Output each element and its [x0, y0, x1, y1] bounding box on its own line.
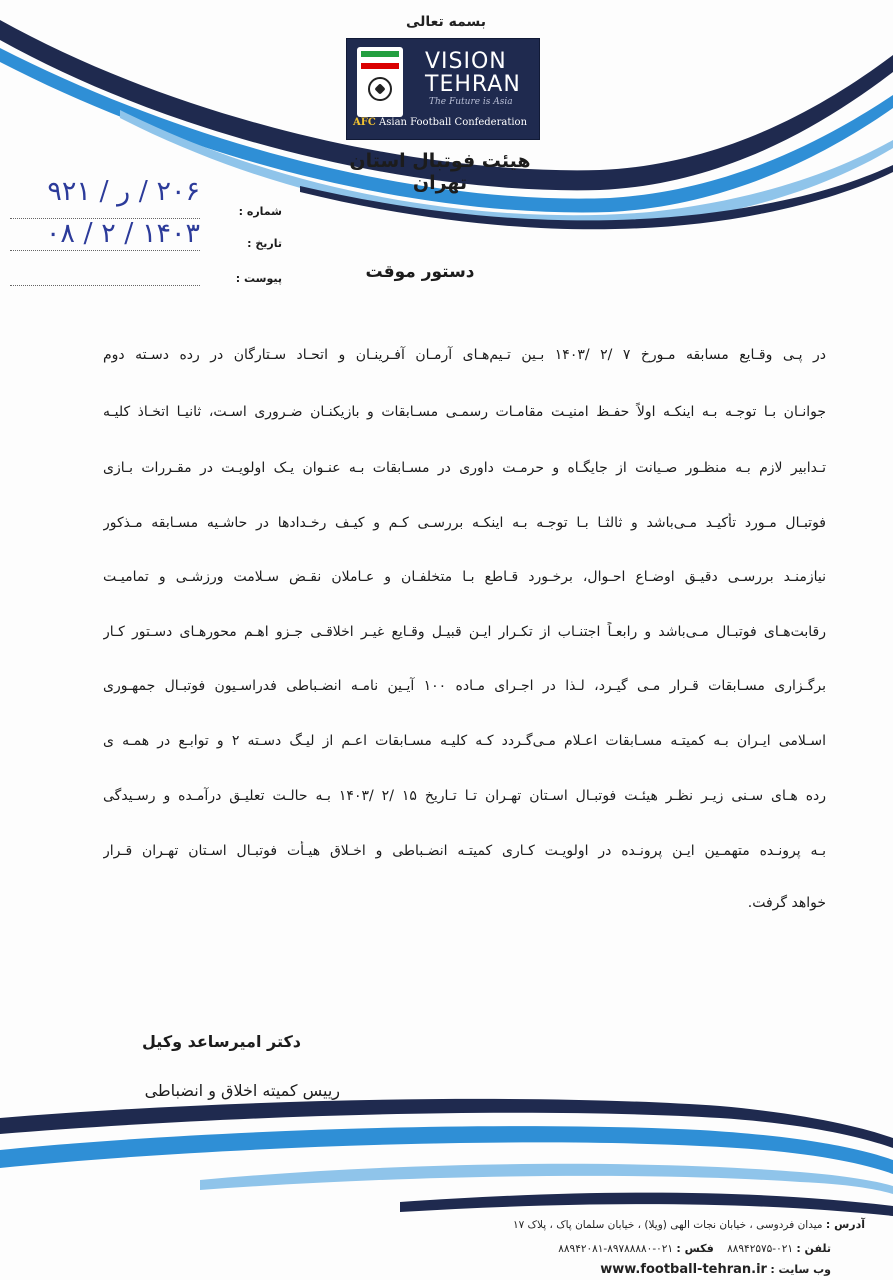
afc-text: Asian Football Confederation	[379, 117, 528, 128]
attachment-label: پیوست :	[235, 272, 282, 285]
address-label: آدرس :	[825, 1218, 865, 1231]
phone-text: ۰۲۱-۸۸۹۴۲۵۷۵	[727, 1243, 793, 1255]
body-line-4: فوتبـال مـورد تأکیـد مـی‌باشد و ثالثـا بـا توجـه بـه اینکـه بررسـی کـم و کیـف رخـدادها در حاشـیه مسـابقه مـذکور	[103, 515, 826, 531]
body-line-5: نیازمنـد بررسـی دقیـق اوضـاع احـوال، برخـورد قـاطع بـا متخلفـان و عـاملان نقـض سـلامت ورزشـی و تمامیـت	[103, 569, 826, 585]
footer-website	[600, 1262, 831, 1277]
footer-contact	[558, 1242, 831, 1255]
date-line	[10, 250, 200, 251]
football-icon	[368, 77, 392, 101]
body-line-2: جوانـان بـا توجـه بـه اینکـه اولاً حفـظ امنیـت مقامـات رسمـی مسـابقات و بازیکنـان ضـروری اسـت، ثانیـا اتخـاذ کلیـه	[103, 404, 826, 420]
body-line-3: تـدابیر لازم بـه منظـور صـیانت از جایگـاه و حرمـت داوری در مسـابقات بـه عنـوان یـک اولویـت در مقـررات بـازی	[103, 460, 826, 476]
bismillah-heading: بسمه تعالی	[405, 14, 487, 30]
fax-label: فکس :	[676, 1242, 714, 1255]
body-line-8: اسـلامی ایـران بـه کمیتـه مسـابقات اعـلام مـی‌گـردد کـه کلیـه مسـابقات اعـم از لیـگ دسـته ۲ و توابـع در همـه ی	[103, 733, 826, 749]
body-line-9: رده هـای سـنی زیـر نظـر هیئـت فوتبـال اسـتان تهـران تـا تـاریخ ۱۵ /۲ /۱۴۰۳ بـه حالـت تعلیـق درآمـده و رسـیدگی	[103, 788, 826, 804]
logo-tagline: The Future is Asia	[429, 97, 513, 107]
organization-name: هیئت فوتبال استان تهران	[349, 150, 531, 194]
address-text: میدان فردوسی ، خیابان نجات الهی (ویلا) ، خیابان سلمان پاک ، پلاک ۱۷	[512, 1219, 823, 1231]
date-label: تاریخ :	[247, 237, 282, 250]
handwritten-number: ۲۰۶ / ر / ۹۲۱	[47, 176, 200, 207]
attachment-line	[10, 285, 200, 286]
logo-line-1: VISION	[425, 49, 507, 74]
footer-address	[513, 1218, 865, 1231]
body-line-7: برگـزاری مسـابقات قـرار مـی گیـرد، لـذا در اجـرای مـاده ۱۰۰ آیـین نامـه انضـباطی فدراسـیون فوتبـال جمهـوری	[103, 678, 826, 694]
signatory-name: دکتر امیرساعد وکیل	[142, 1032, 301, 1051]
federation-crest-icon	[357, 47, 403, 117]
logo-line-2: TEHRAN	[425, 72, 521, 97]
vision-tehran-logo	[346, 38, 540, 140]
document-title: دستور موقت	[365, 262, 475, 282]
website-label: وب سایت :	[770, 1263, 831, 1276]
body-line-10: بـه پرونـده متهمـین ایـن پرونـده در اولویـت کـاری کمیتـه انضـباطی و اخـلاق هیـأت فوتبـال اسـتان تهـران قـرار	[103, 843, 826, 859]
afc-mark: AFC	[353, 117, 376, 128]
fax-text: ۰۲۱-۸۹۷۸۸۸۸۰-۸۸۹۴۲۰۸۱	[558, 1243, 674, 1255]
number-label: شماره :	[238, 205, 282, 218]
signatory-position: رییس کمیته اخلاق و انضباطی	[144, 1081, 340, 1100]
website-link[interactable]: www.football-tehran.ir	[600, 1262, 767, 1277]
handwritten-date: ۱۴۰۳ / ۲ / ۰۸	[45, 218, 200, 249]
afc-label	[353, 117, 527, 128]
phone-label: تلفن :	[796, 1242, 831, 1255]
body-line-1: در پـی وقـایع مسابقه مـورخ ۷ /۲ /۱۴۰۳ بـین تـیم‌هـای آرمـان آفـرینـان و اتحـاد سـتارگان در رده دسـته دوم	[103, 347, 826, 363]
iran-flag-icon	[361, 51, 399, 69]
body-line-11: خواهد گرفت.	[747, 895, 826, 911]
body-line-6: رقابت‌هـای فوتبـال مـی‌باشد و رابعـاً اجتنـاب از تکـرار ایـن قبیـل وقـایع غیـر اخلاقـی جـزو اهـم محورهـای دسـتور کـار	[103, 624, 826, 640]
